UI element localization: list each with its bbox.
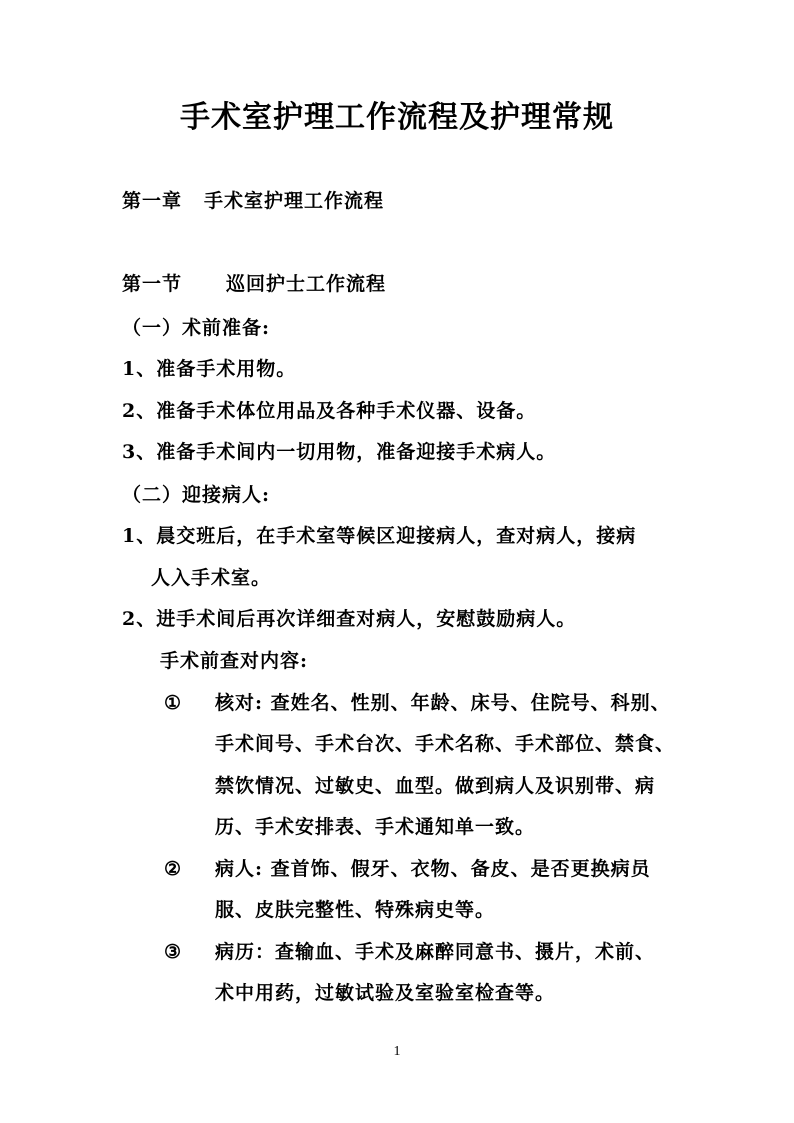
chapter-label: 第一章 <box>122 190 183 212</box>
check-item-line: 历、手术安排表、手术通知单一致。 <box>215 816 536 838</box>
section-title: 巡回护士工作流程 <box>226 273 387 295</box>
circled-number-2: ② <box>164 858 182 880</box>
list-item: 2、进手术间后再次详细查对病人，安慰鼓励病人。 <box>122 608 577 630</box>
list-item: 3、准备手术间内一切用物，准备迎接手术病人。 <box>122 441 557 463</box>
list-item: 1、晨交班后，在手术室等候区迎接病人，查对病人，接病 <box>122 525 637 547</box>
subsection-heading-receive: （二）迎接病人: <box>122 484 271 506</box>
check-content-heading: 手术前查对内容: <box>160 650 309 672</box>
list-item: 1、准备手术用物。 <box>122 358 297 380</box>
circled-number-3: ③ <box>164 941 182 963</box>
check-item-line: 服、皮肤完整性、特殊病史等。 <box>215 899 496 921</box>
list-item: 2、准备手术体位用品及各种手术仪器、设备。 <box>122 400 537 422</box>
check-item-line: 术中用药，过敏试验及室验室检查等。 <box>215 982 556 1004</box>
section-label: 第一节 <box>122 273 183 295</box>
list-item-continuation: 人入手术室。 <box>151 567 272 589</box>
page-number: 1 <box>393 1044 401 1059</box>
chapter-heading <box>122 188 384 214</box>
check-item-line: 禁饮情况、过敏史、血型。做到病人及识别带、病 <box>215 775 656 797</box>
check-item-line: 手术间号、手术台次、手术名称、手术部位、禁食、 <box>215 733 676 755</box>
section-heading <box>122 271 386 297</box>
circled-number-1: ① <box>164 692 182 714</box>
document-title: 手术室护理工作流程及护理常规 <box>180 100 614 135</box>
subsection-heading-preop: （一）术前准备: <box>122 317 271 339</box>
check-item-line: 病人: 查首饰、假牙、衣物、备皮、是否更换病员 <box>215 858 651 880</box>
check-item-line: 核对: 查姓名、性别、年龄、床号、住院号、科别、 <box>215 692 671 714</box>
chapter-title: 手术室护理工作流程 <box>204 190 385 212</box>
check-item-line: 病历：查输血、手术及麻醉同意书、摄片，术前、 <box>215 941 656 963</box>
